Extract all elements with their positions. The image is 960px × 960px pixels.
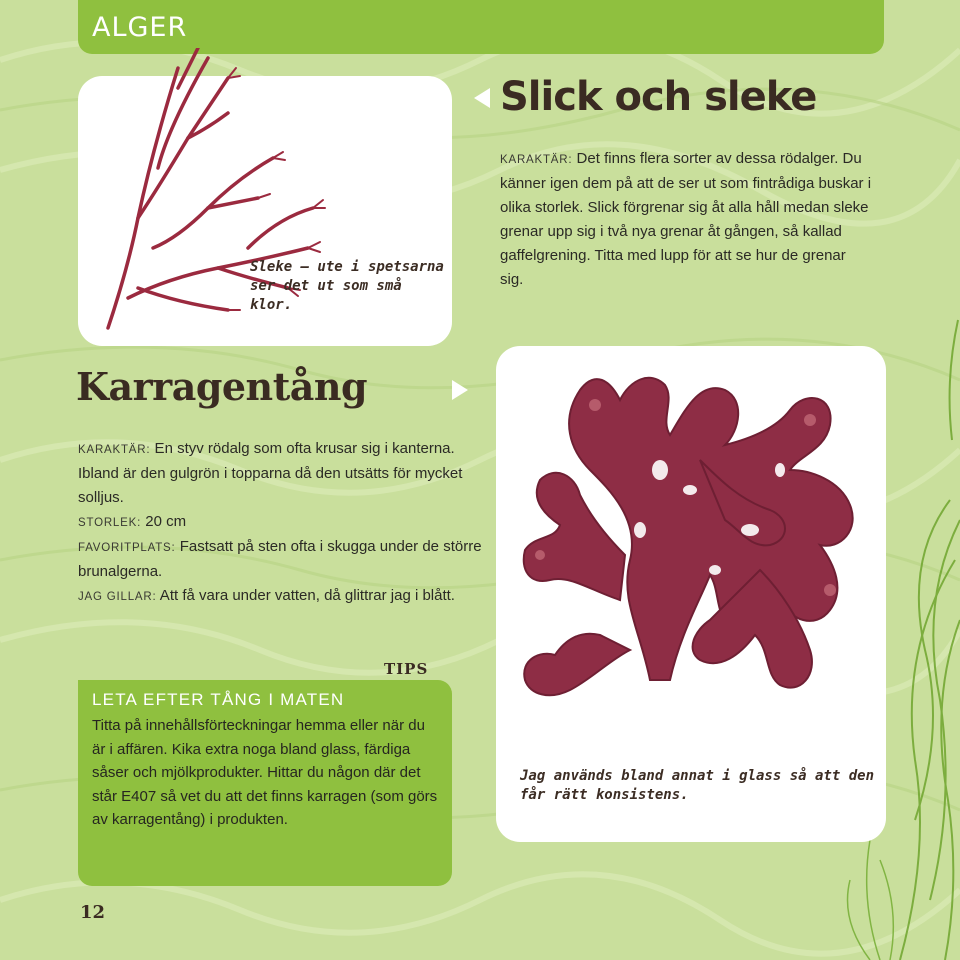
favorit-text: Fastsatt på sten ofta i skugga under de större brunalgerna. — [78, 538, 482, 580]
karragen-caption: Jag används bland annat i glass så att den får rätt konsistens. — [520, 768, 875, 803]
karaktar-label: KARAKTÄR: — [500, 154, 573, 166]
karragen-heading: Karragentång — [76, 364, 368, 409]
gillar-text: Att få vara under vatten, då glittrar jag i blått. — [156, 587, 455, 604]
slick-text: Det finns flera sorter av dessa rödalger. Du känner igen dem på att de ser ut som fintrådiga buskar i olika storlek. Slick förgrenar sig åt alla håll medan sleke grenar upp sig i två nya grenar åt gången, så kallad gaffelgrening. Titta med lupp för att se hur de grenar sig. — [500, 150, 872, 288]
arrow-right-icon — [452, 380, 468, 400]
slick-heading: Slick och sleke — [500, 74, 817, 120]
page-number: 12 — [80, 902, 106, 923]
tips-body: Titta på innehållsförteckningar hemma eller när du är i affären. Kika extra noga bland glass, färdiga såser och mjölkprodukter. Hittar du någon där det står E407 så vet du att det finns karragen (som görs av karragentång) i produkten. — [92, 717, 438, 828]
tips-heading: LETA EFTER TÅNG I MATEN — [92, 690, 345, 709]
karragen-karaktar — [78, 437, 488, 510]
gillar-label: JAG GILLAR: — [78, 591, 157, 603]
storlek-label: STORLEK: — [78, 517, 142, 529]
sleke-caption: Sleke – ute i spetsarna ser det ut som små klor. — [250, 259, 444, 313]
tips-label: TIPS — [384, 660, 429, 678]
arrow-left-icon — [474, 88, 490, 108]
tips-box — [78, 680, 452, 886]
karragen-gillar — [78, 584, 488, 609]
karragen-illustration — [500, 350, 886, 750]
slick-description — [500, 147, 872, 292]
karragen-favorit — [78, 535, 488, 584]
banner-title: ALGER — [92, 12, 188, 43]
karragen-storlek — [78, 510, 488, 535]
section-banner — [78, 0, 884, 54]
karaktar-label: KARAKTÄR: — [78, 444, 151, 456]
karaktar-text: En styv rödalg som ofta krusar sig i kanterna. Ibland är den gulgrön i topparna då den utsätts för mycket solljus. — [78, 440, 463, 506]
karragen-description — [78, 437, 488, 609]
storlek-text: 20 cm — [141, 513, 187, 530]
favorit-label: FAVORITPLATS: — [78, 542, 176, 554]
